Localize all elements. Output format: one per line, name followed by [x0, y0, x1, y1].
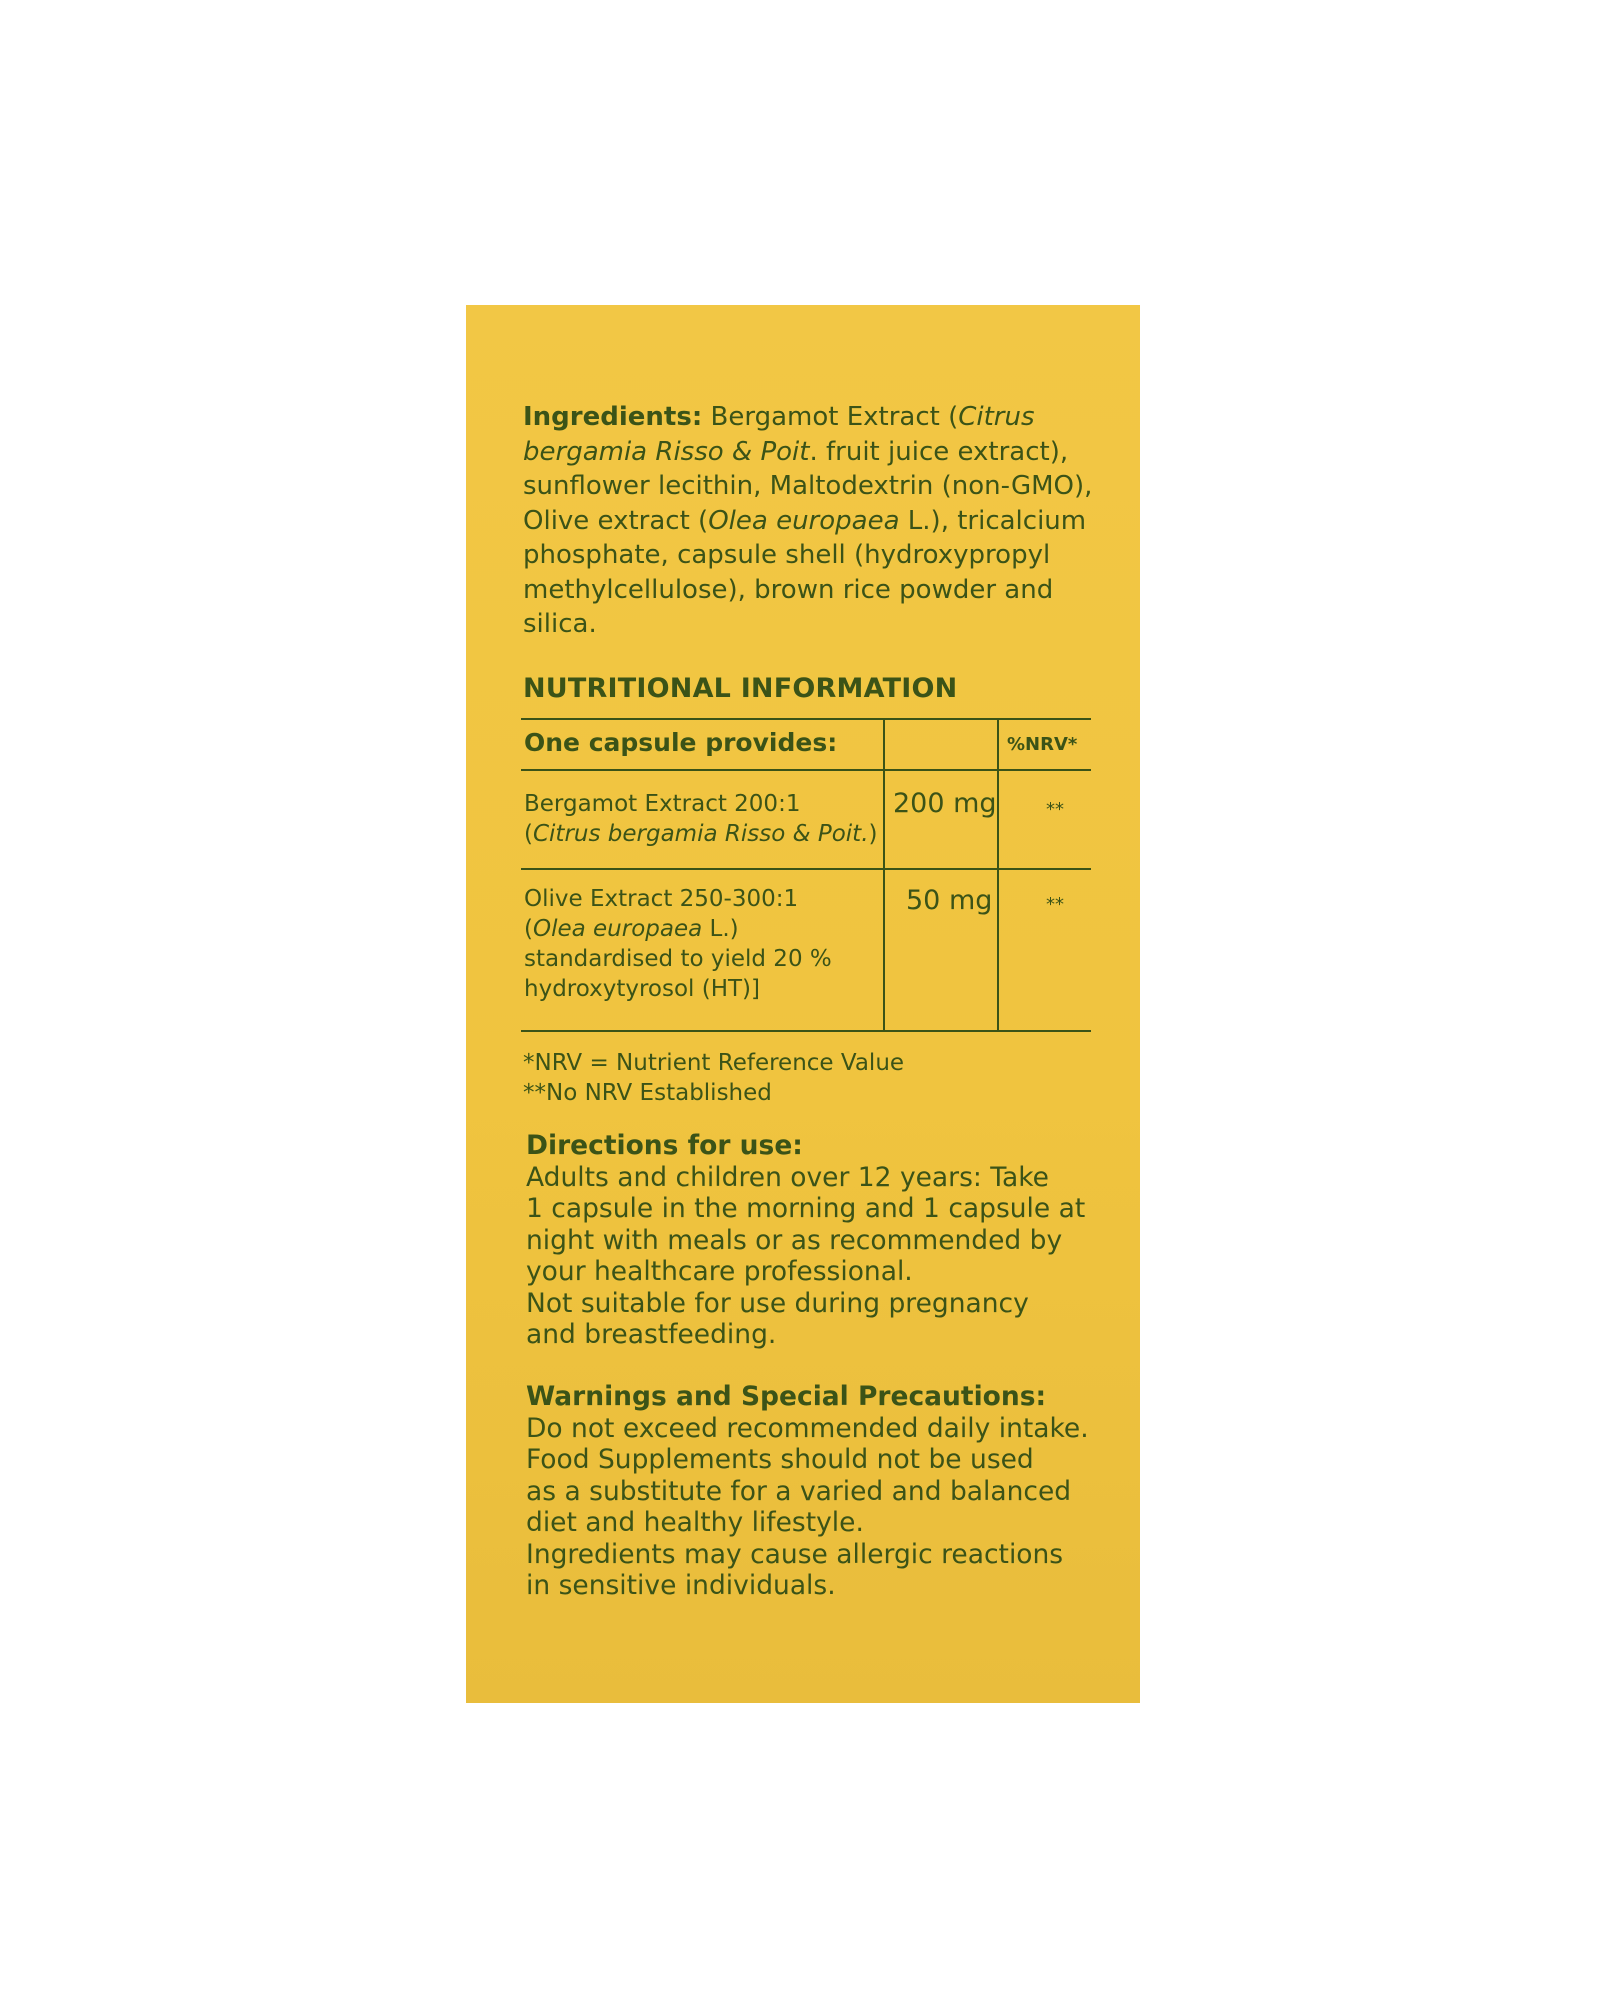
table-divider [521, 868, 1091, 870]
row-name-line: Bergamot Extract 200:1 [524, 791, 801, 817]
directions-title: Directions for use: [526, 1130, 803, 1161]
table-row-bergamot-amount: 200 mg [893, 788, 997, 819]
warnings-title: Warnings and Special Precautions: [526, 1381, 1047, 1412]
row-name-line: standardised to yield 20 % [524, 946, 832, 972]
table-row-bergamot-name [524, 789, 878, 849]
table-divider [997, 720, 999, 1030]
ingredients-part: L.), tricalcium phosphate, capsule shell (hydroxypropyl methylcellulose), brown rice powder and silica. [523, 505, 1087, 639]
ingredients-latin-bergamot: Citrus bergamia Risso & Poit [523, 402, 1035, 467]
table-row-bergamot-nrv: ** [1046, 799, 1064, 820]
ingredients-text [523, 400, 1103, 642]
paren: ( [524, 821, 533, 847]
nutrition-footnotes [523, 1048, 904, 1108]
warnings-line: diet and healthy lifestyle. [526, 1507, 864, 1538]
table-divider [521, 769, 1091, 771]
row-name-line: Olive Extract 250-300:1 [524, 886, 799, 912]
directions-line: Adults and children over 12 years: Take [526, 1161, 1049, 1193]
paren: ( [524, 916, 533, 942]
directions-section [526, 1130, 1106, 1351]
warnings-line: in sensitive individuals. [526, 1570, 836, 1601]
directions-line: 1 capsule in the morning and 1 capsule at [526, 1193, 1086, 1224]
table-row-olive-nrv: ** [1046, 894, 1064, 915]
ingredients-latin-olive: Olea europaea [708, 505, 900, 536]
table-header-nrv: %NRV* [1007, 734, 1078, 755]
warnings-line: Do not exceed recommended daily intake. [526, 1412, 1089, 1444]
row-name-latin-line [524, 819, 878, 849]
row-name-line: hydroxytyrosol (HT)] [524, 976, 760, 1002]
label-panel [466, 305, 1140, 1703]
warnings-line: as a substitute for a varied and balanced [526, 1475, 1072, 1507]
warnings-line: Ingredients may cause allergic reactions [526, 1538, 1064, 1570]
row-name-latin-line [524, 914, 832, 944]
table-divider [883, 720, 885, 1030]
paren: ) [868, 821, 878, 847]
directions-line: your healthcare professional. [526, 1256, 913, 1287]
nutrition-heading: NUTRITIONAL INFORMATION [523, 673, 958, 704]
footnote: **No NRV Established [523, 1080, 772, 1106]
ingredients-part: Bergamot Extract ( [702, 402, 959, 432]
nutrition-table [521, 718, 1091, 1032]
warnings-line: Food Supplements should not be used [526, 1444, 1034, 1475]
directions-line: Not suitable for use during pregnancy [526, 1287, 1029, 1319]
paren: L.) [702, 916, 739, 942]
footnote: *NRV = Nutrient Reference Value [523, 1050, 905, 1076]
latin-name: Citrus bergamia Risso & Poit. [532, 821, 869, 847]
ingredients-part: . fruit juice extract), sunflower lecithin, Maltodextrin (non-GMO), Olive extract ( [523, 436, 1093, 536]
latin-name: Olea europaea [532, 916, 703, 942]
warnings-section [526, 1381, 1106, 1602]
directions-line: night with meals or as recommended by [526, 1224, 1063, 1256]
directions-line: and breastfeeding. [526, 1319, 777, 1350]
ingredients-block [523, 400, 1103, 642]
ingredients-label: Ingredients: [523, 402, 703, 432]
table-row-olive-name [524, 884, 832, 1004]
table-row-olive-amount: 50 mg [906, 885, 993, 916]
table-header-provides: One capsule provides: [524, 728, 838, 757]
